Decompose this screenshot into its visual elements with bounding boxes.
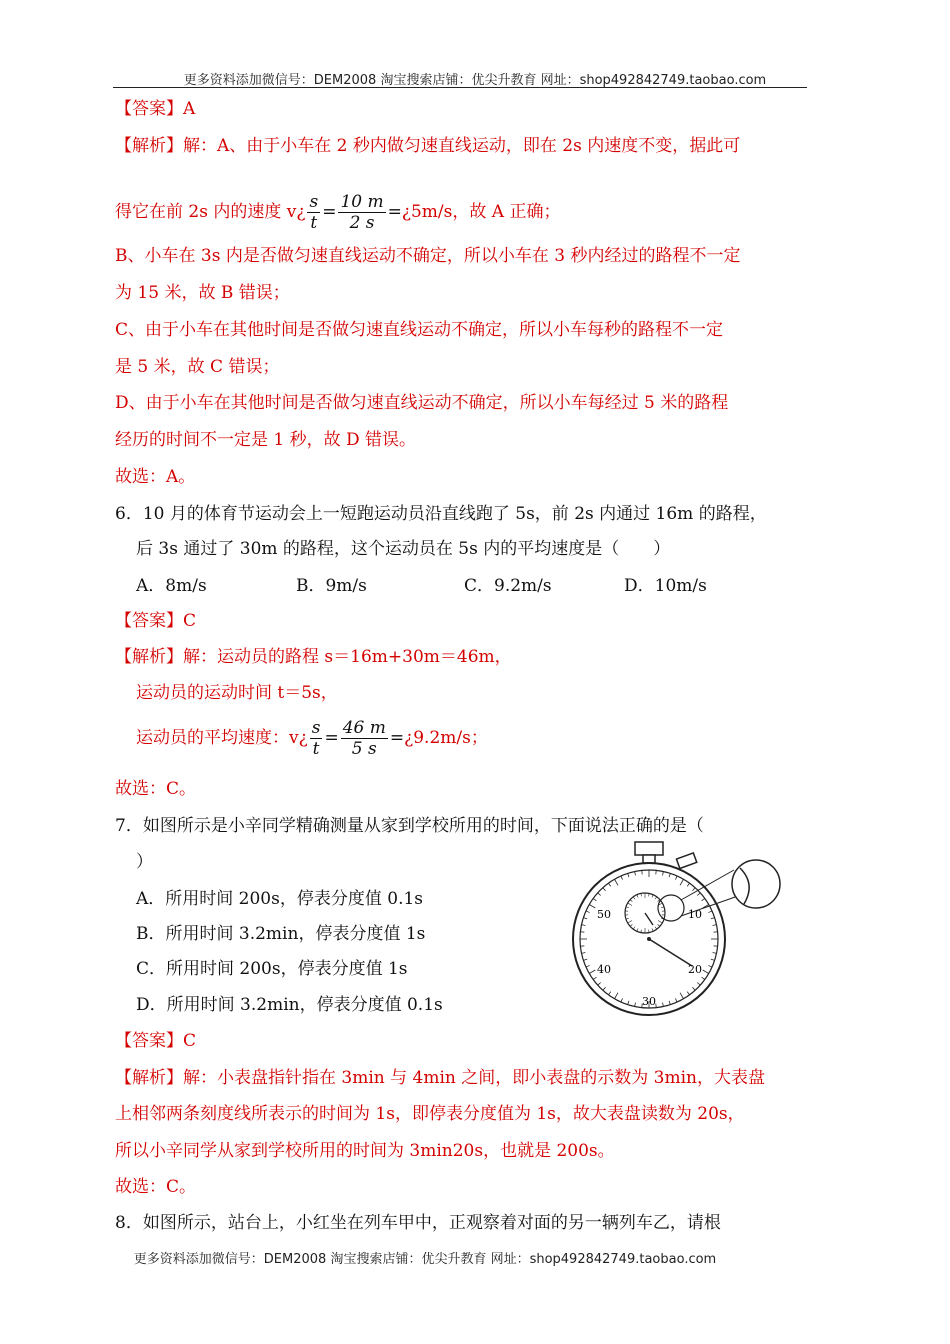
q5-analysis-4: 为 15 米，故 B 错误； (115, 283, 290, 303)
q7-analysis-2: 上相邻两条刻度线所表示的时间为 1s，即停表分度值为 1s，故大表盘读数为 20s， (115, 1104, 745, 1124)
dial-label-30: 30 (642, 995, 656, 1008)
q6-option-d: D．10m/s (624, 576, 707, 596)
q5-analysis-line-2: 得它在前 2s 内的速度 v¿ $\frac{s}{t}$ = $\frac{10 m}{2 s}$ =¿5m/s，故 A 正确； (115, 192, 561, 233)
q7-stem-1: 7．如图所示是小辛同学精确测量从家到学校所用的时间，下面说法正确的是（ (115, 816, 704, 836)
q5-choose: 故选：A。 (115, 467, 196, 487)
q7-option-c: C．所用时间 200s，停表分度值 1s (136, 959, 408, 979)
q5-analysis-8: 经历的时间不一定是 1 秒，故 D 错误。 (115, 430, 417, 450)
magnified-view (732, 860, 780, 908)
q6-answer-line (115, 610, 196, 632)
q5-frac1-den: t (310, 213, 318, 233)
q6-analysis-1: 解：运动员的路程 s＝16m+30m＝46m， (183, 647, 512, 667)
q7-option-b: B．所用时间 3.2min，停表分度值 1s (136, 924, 426, 944)
q6-frac2-den: 5 s (351, 739, 377, 759)
q6-choose: 故选：C。 (115, 779, 197, 799)
q8-stem-1: 8．如图所示，站台上，小红坐在列车甲中，正观察着对面的另一辆列车乙，请根 (115, 1213, 721, 1233)
dial-label-40: 40 (597, 963, 611, 976)
stopwatch-figure (568, 838, 810, 1038)
analysis-tag: 【解析】 (115, 1068, 183, 1088)
q6-frac2-num: 46 m (342, 718, 386, 738)
q6-fraction-1 (310, 718, 323, 759)
q7-answer: C (183, 1031, 197, 1051)
q7-analysis-line-1 (115, 1067, 765, 1089)
q5-fraction-2 (338, 192, 385, 233)
page-header: 更多资料添加微信号：DEM2008 淘宝搜索店铺：优尖升教育 网址：shop492842749.taobao.com (183, 73, 767, 88)
q6-analysis-line-3: 运动员的平均速度：v¿ $\frac{s}{t}$ = $\frac{46 m}{5 s}$ =¿9.2m/s； (136, 718, 488, 759)
q7-analysis-3: 所以小辛同学从家到学校所用的时间为 3min20s，也就是 200s。 (115, 1141, 615, 1161)
q6-stem-1: 6．10 月的体育节运动会上一短跑运动员沿直线跑了 5s，前 2s 内通过 16m 的路程， (115, 504, 767, 524)
page-footer: 更多资料添加微信号：DEM2008 淘宝搜索店铺：优尖升教育 网址：shop492842749.taobao.com (133, 1252, 717, 1267)
q6-frac1-num: s (311, 718, 321, 738)
q5-analysis-5: C、由于小车在其他时间是否做匀速直线运动不确定，所以小车每秒的路程不一定 (115, 320, 724, 340)
answer-tag: 【答案】 (115, 1031, 183, 1051)
q5-speed-prefix: 得它在前 2s 内的速度 v¿ (115, 202, 306, 222)
q5-fraction-1 (307, 192, 320, 233)
q5-analysis-6: 是 5 米，故 C 错误； (115, 357, 280, 377)
q7-option-d: D．所用时间 3.2min，停表分度值 0.1s (136, 995, 443, 1015)
q6-stem-2: 后 3s 通过了 30m 的路程，这个运动员在 5s 内的平均速度是（ ） (136, 539, 671, 559)
q6-option-a: A．8m/s (136, 576, 207, 596)
answer-tag: 【答案】 (115, 611, 183, 631)
header-rule (113, 87, 807, 88)
q5-analysis-line-1 (115, 135, 740, 157)
dial-label-10: 10 (688, 908, 702, 921)
stopwatch-center (647, 937, 651, 941)
answer-tag: 【答案】 (115, 99, 183, 119)
q5-analysis-1: 解：A、由于小车在 2 秒内做匀速直线运动，即在 2s 内速度不变，据此可 (183, 136, 741, 156)
q6-option-b: B．9m/s (296, 576, 367, 596)
q5-frac2-num: 10 m (340, 192, 384, 212)
q5-answer-line (115, 98, 195, 120)
q5-frac1-num: s (309, 192, 319, 212)
q7-choose: 故选：C。 (115, 1177, 197, 1197)
q6-fraction-2 (341, 718, 388, 759)
q5-frac2-den: 2 s (349, 213, 375, 233)
q7-answer-line (115, 1030, 196, 1052)
q5-analysis-7: D、由于小车在其他时间是否做匀速直线运动不确定，所以小车每经过 5 米的路程 (115, 393, 729, 413)
dial-label-50: 50 (597, 908, 611, 921)
q5-answer: A (183, 99, 196, 119)
q6-options (136, 575, 736, 597)
q7-stem-2: ） (136, 852, 153, 872)
q5-speed-suffix: ¿5m/s，故 A 正确； (401, 202, 561, 222)
q6-answer: C (183, 611, 197, 631)
q6-speed-prefix: 运动员的平均速度：v¿ (136, 728, 308, 748)
dial-label-20: 20 (688, 963, 702, 976)
q7-option-a: A．所用时间 200s，停表分度值 0.1s (136, 889, 424, 909)
q6-speed-suffix: ¿9.2m/s； (404, 728, 488, 748)
analysis-tag: 【解析】 (115, 136, 183, 156)
q6-analysis-line-1 (115, 646, 512, 668)
q6-frac1-den: t (312, 739, 320, 759)
analysis-tag: 【解析】 (115, 647, 183, 667)
q5-analysis-3: B、小车在 3s 内是否做匀速直线运动不确定，所以小车在 3 秒内经过的路程不一定 (115, 246, 741, 266)
q7-analysis-1: 解：小表盘指针指在 3min 与 4min 之间，即小表盘的示数为 3min，大表盘 (183, 1068, 765, 1088)
q6-option-c: C．9.2m/s (464, 576, 552, 596)
q6-analysis-2: 运动员的运动时间 t＝5s， (136, 683, 338, 703)
